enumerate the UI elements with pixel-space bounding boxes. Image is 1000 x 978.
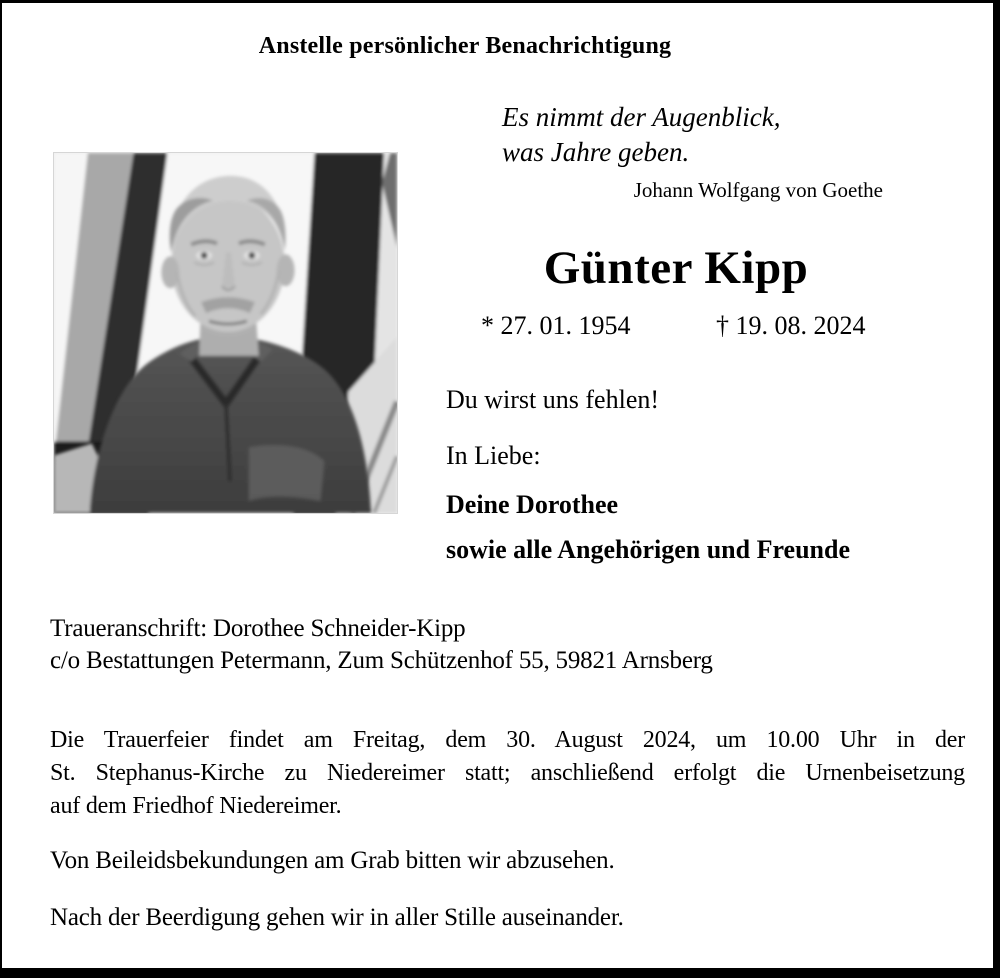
birth-date: * 27. 01. 1954 (481, 311, 631, 340)
closing-note: Nach der Beerdigung gehen wir in aller Stille auseinander. (50, 904, 624, 931)
in-love-line: In Liebe: (446, 441, 541, 470)
deceased-name: Günter Kipp (543, 242, 809, 294)
death-date: † 19. 08. 2024 (716, 311, 866, 340)
frame-left-edge (0, 0, 2, 978)
quote-line-2: was Jahre geben. (502, 137, 690, 167)
frame-bottom-edge (0, 968, 1000, 978)
frame-top-edge (0, 0, 1000, 3)
service-line-3: auf dem Friedhof Niedereimer. (50, 793, 342, 819)
quote-attribution: Johann Wolfgang von Goethe (633, 178, 883, 202)
frame-right-edge (993, 0, 1000, 978)
farewell-line: Du wirst uns fehlen! (446, 385, 660, 414)
mourner-line-2: sowie alle Angehörigen und Freunde (446, 535, 851, 564)
service-paragraph (50, 724, 965, 823)
notice-header: Anstelle persönlicher Benachrichtigung (258, 33, 672, 59)
condolence-note: Von Beileidsbekundungen am Grab bitten wir abzusehen. (50, 847, 615, 874)
quote-line-1: Es nimmt der Augenblick, (502, 102, 781, 132)
service-line-2: St. Stephanus-Kirche zu Niedereimer statt; anschließend erfolgt die Urnenbeisetzung (50, 760, 965, 786)
mourner-line-1: Deine Dorothee (446, 490, 619, 519)
service-line-1: Die Trauerfeier findet am Freitag, dem 30. August 2024, um 10.00 Uhr in der (50, 727, 965, 753)
portrait-photo-graphic (54, 153, 397, 513)
mourning-address (50, 613, 713, 677)
portrait-photo (53, 152, 398, 514)
address-line-1: Traueranschrift: Dorothee Schneider-Kipp (50, 615, 466, 642)
address-line-2: c/o Bestattungen Petermann, Zum Schützenhof 55, 59821 Arnsberg (50, 647, 713, 674)
quote-block (502, 100, 780, 170)
